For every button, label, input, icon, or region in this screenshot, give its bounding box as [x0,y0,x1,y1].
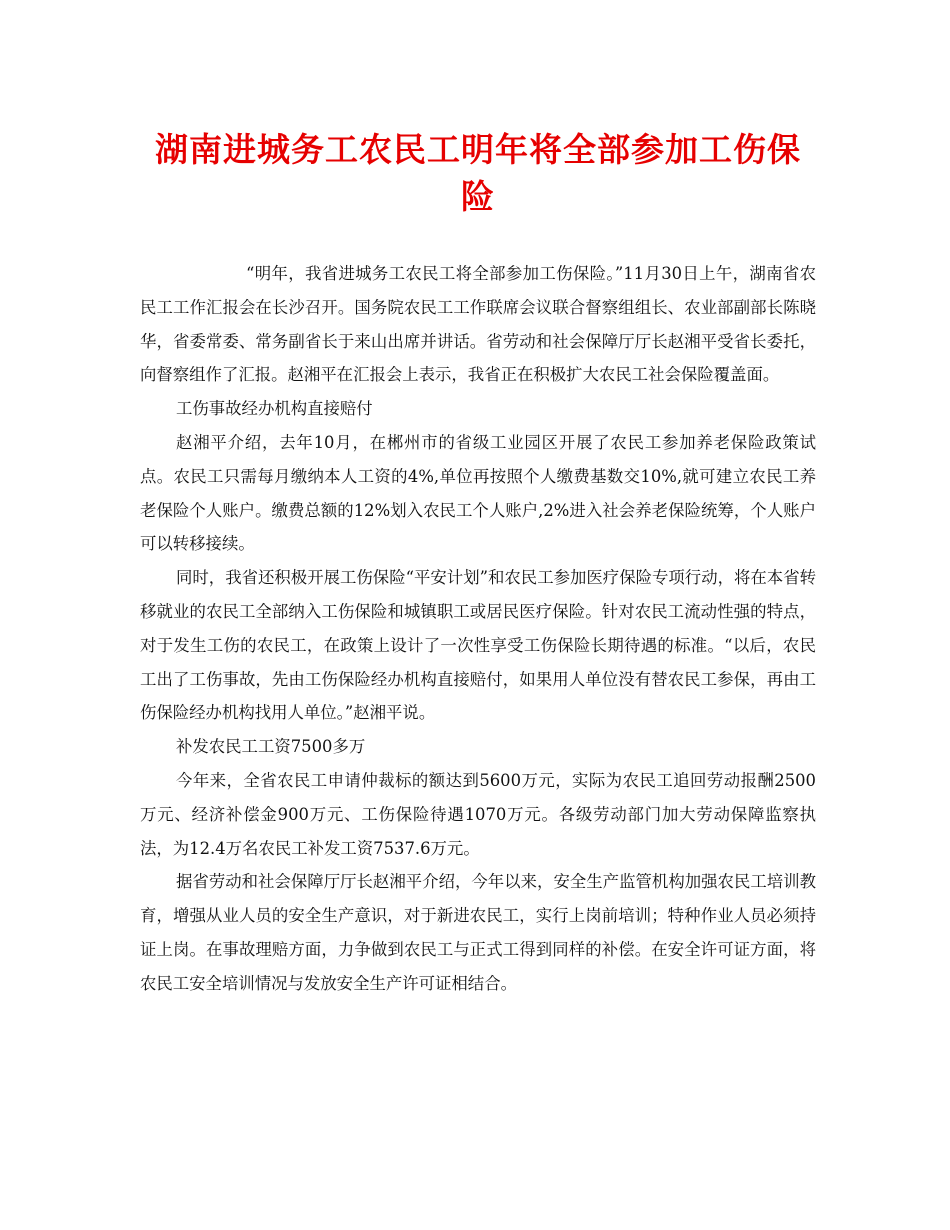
document-title: 湖南进城务工农民工明年将全部参加工伤保险 [155,130,801,216]
document-body [140,257,816,1001]
paragraph-intro: “明年，我省进城务工农民工将全部参加工伤保险。”11月30日上午，湖南省农民工工作汇报会在长沙召开。国务院农民工工作联席会议联合督察组组长、农业部副部长陈晓华，省委常委、常务副省长于来山出席并讲话。省劳动和社会保障厅厅长赵湘平受省长委托，向督察组作了汇报。赵湘平在汇报会上表示，我省正在积极扩大农民工社会保险覆盖面。 [140,264,816,385]
section-heading-work-injury: 工伤事故经办机构直接赔付 [176,399,373,419]
paragraph-pension-pilot: 赵湘平介绍，去年10月，在郴州市的省级工业园区开展了农民工参加养老保险政策试点。农民工只需每月缴纳本人工资的4%,单位再按照个人缴费基数交10%,就可建立农民工养老保险个人账户。缴费总额的12%划入农民工个人账户,2%进入社会养老保险统筹，个人账户可以转移接续。 [140,432,816,554]
paragraph-safety-training: 据省劳动和社会保障厅厅长赵湘平介绍，今年以来，安全生产监管机构加强农民工培训教育，增强从业人员的安全生产意识，对于新进农民工，实行上岗前培训；特种作业人员必须持证上岗。在事故理赔方面，力争做到农民工与正式工得到同样的补偿。在安全许可证方面，将农民工安全培训情况与发放安全生产许可证相结合。 [140,872,816,993]
paragraph-arbitration: 今年来，全省农民工申请仲裁标的额达到5600万元，实际为农民工追回劳动报酬2500万元、经济补偿金900万元、工伤保险待遇1070万元。各级劳动部门加大劳动保障监察执法，为12.4万名农民工补发工资7537.6万元。 [140,770,816,858]
section-heading-back-wages: 补发农民工工资7500多万 [176,737,366,757]
paragraph-safety-plan: 同时，我省还积极开展工伤保险“平安计划”和农民工参加医疗保险专项行动，将在本省转移就业的农民工全部纳入工伤保险和城镇职工或居民医疗保险。针对农民工流动性强的特点，对于发生工伤的农民工，在政策上设计了一次性享受工伤保险长期待遇的标准。“以后，农民工出了工伤事故，先由工伤保险经办机构直接赔付，如果用人单位没有替农民工参保，再由工伤保险经办机构找用人单位。”赵湘平说。 [140,568,816,723]
